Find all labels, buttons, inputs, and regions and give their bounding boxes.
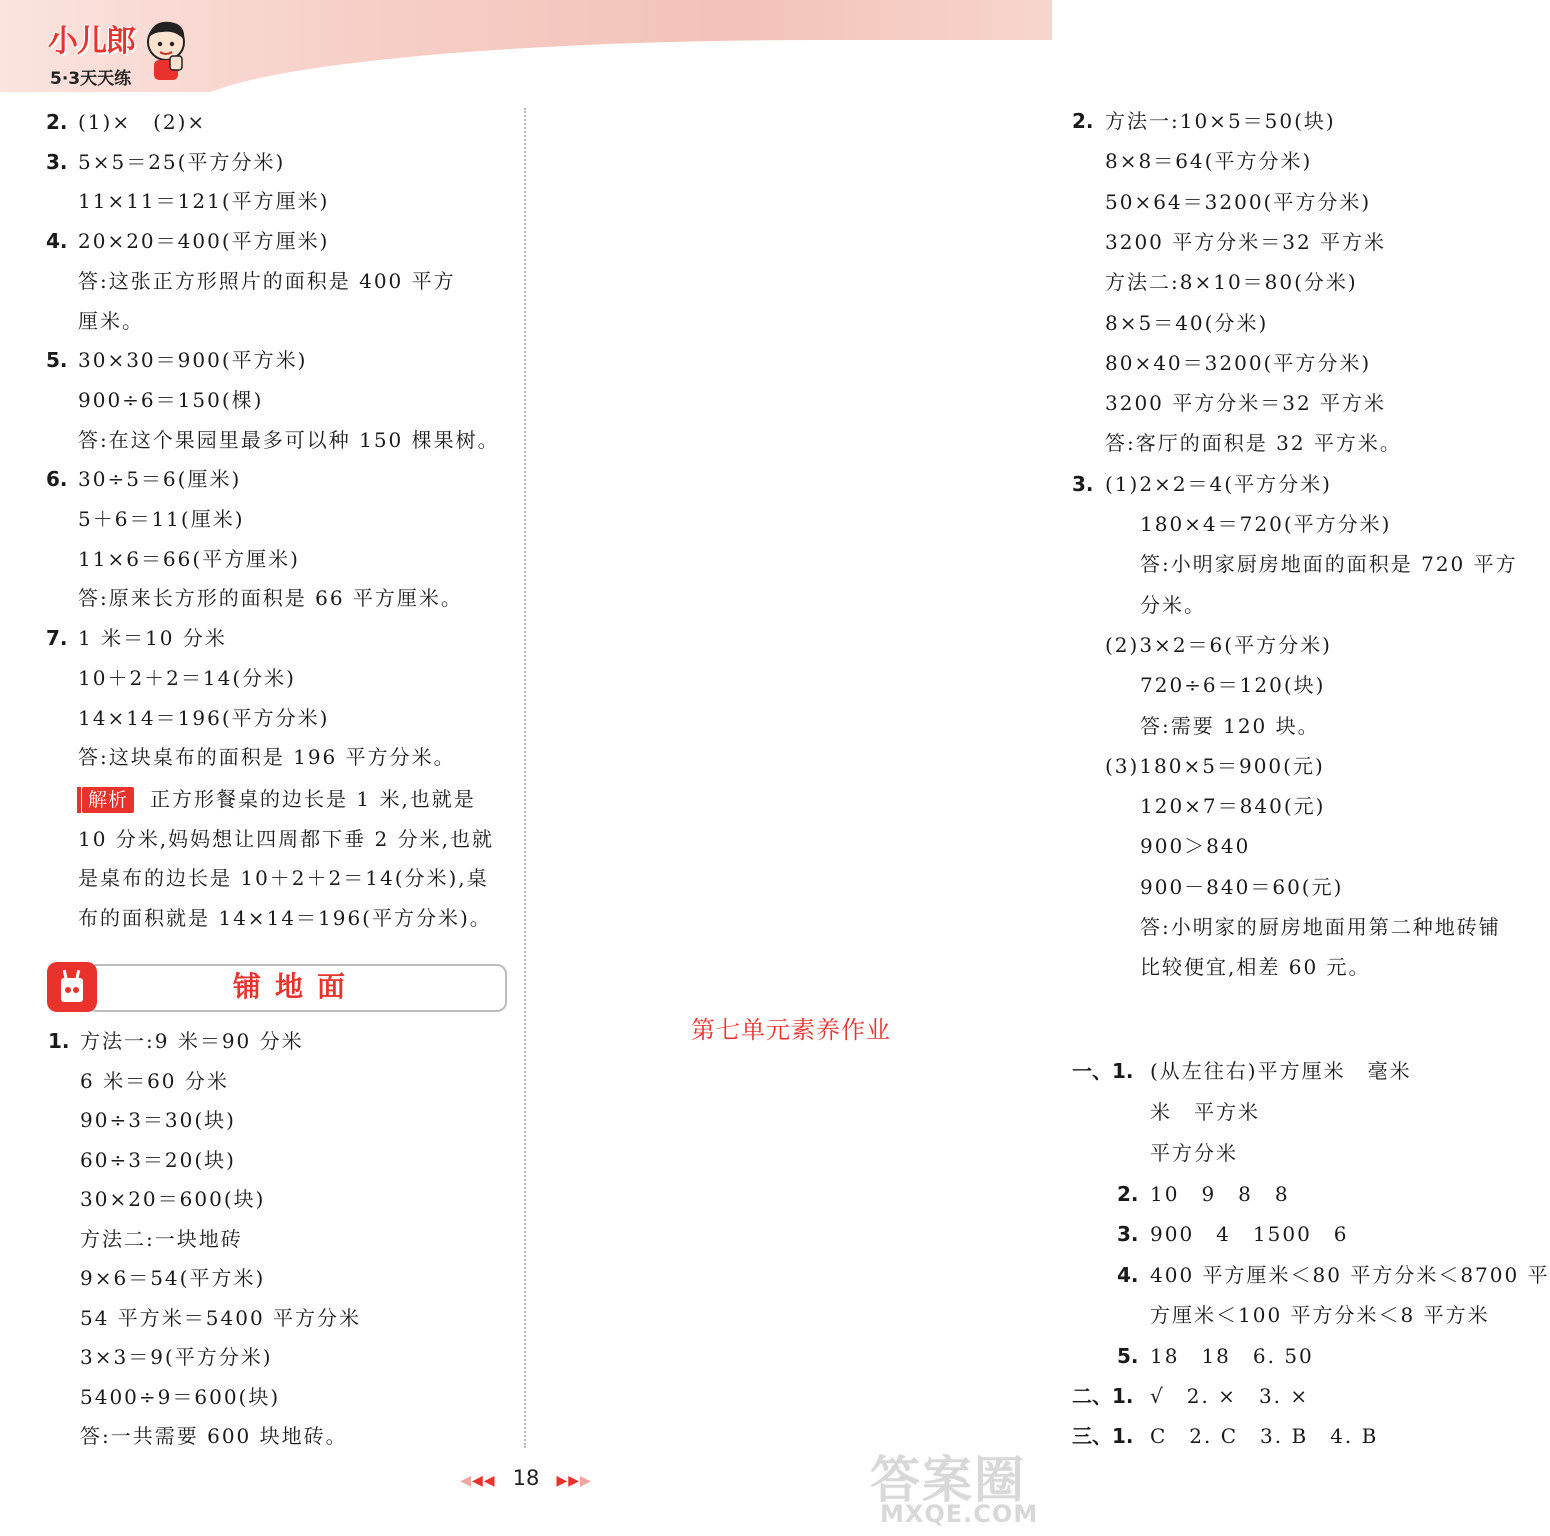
item-number: 一、1. xyxy=(1072,1059,1134,1083)
answer-text: 18 18 6. 50 xyxy=(1150,1344,1314,1368)
answer-text: (1)× (2)× xyxy=(78,110,207,134)
answer-text: 60÷3＝20(块) xyxy=(80,1147,236,1172)
logo-subtitle: 5·3天天练 xyxy=(50,69,132,89)
analysis-text: 正方形餐桌的边长是 1 米,也就是 xyxy=(150,787,476,811)
watermark-text: 答案圈 xyxy=(870,1451,1026,1509)
answer-text: 答:这张正方形照片的面积是 400 平方 xyxy=(78,268,456,293)
answer-text: 3×3＝9(平方分米) xyxy=(80,1345,273,1369)
watermark-url: MXQE.COM xyxy=(880,1500,1039,1528)
answer-text: 平方分米 xyxy=(1150,1141,1238,1165)
answer-text: 答:一共需要 600 块地砖。 xyxy=(80,1424,348,1448)
item-number: 3. xyxy=(1072,471,1094,496)
item-number: 1. xyxy=(48,1029,70,1053)
answer-text: 14×14＝196(平方分米) xyxy=(78,705,330,730)
answer-text: 答:小明家的厨房地面用第二种地砖铺 xyxy=(1140,915,1501,939)
answer-text: 54 平方米＝5400 平方分米 xyxy=(80,1305,362,1330)
answer-text: 答:在这个果园里最多可以种 150 棵果树。 xyxy=(78,427,500,452)
analysis-line xyxy=(78,904,492,932)
answer-text: 答:需要 120 块。 xyxy=(1140,713,1320,738)
answer-text: 答:原来长方形的面积是 66 平方厘米。 xyxy=(78,586,463,611)
analysis-tag: 解析 xyxy=(82,787,134,813)
item-number: 二、1. xyxy=(1072,1384,1134,1408)
answer-text: 8×5＝40(分米) xyxy=(1105,310,1269,335)
answer-text: 3200 平方分米＝32 平方米 xyxy=(1105,391,1387,416)
analysis-text: 10 分米,妈妈想让四周都下垂 2 分米,也就 xyxy=(78,827,494,851)
answer-text: 900－840＝60(元) xyxy=(1140,874,1344,899)
answer-text: 方法二:8×10＝80(分米) xyxy=(1105,270,1358,295)
answer-text: 900÷6＝150(棵) xyxy=(78,387,264,412)
answer-text: 900 4 1500 6 xyxy=(1150,1222,1349,1246)
next-arrows-icon: ▶▶ xyxy=(556,1473,580,1489)
answer-text: 方法二:一块地砖 xyxy=(80,1226,243,1251)
answer-text: 分米。 xyxy=(1140,592,1206,617)
banner-title: 铺地面 xyxy=(232,970,359,1003)
item-number: 7. xyxy=(46,626,68,651)
answer-text: 30×20＝600(块) xyxy=(80,1187,266,1211)
answer-text: 5＋6＝11(厘米) xyxy=(78,507,245,531)
analysis-line xyxy=(78,825,494,853)
answer-text: 8×8＝64(平方分米) xyxy=(1105,149,1313,174)
answer-text: 10＋2＋2＝14(分米) xyxy=(78,665,296,690)
answer-text: 3200 平方分米＝32 平方米 xyxy=(1105,229,1387,254)
answer-text: 答:小明家厨房地面的面积是 720 平方 xyxy=(1140,552,1518,577)
answer-text: 50×64＝3200(平方分米) xyxy=(1105,189,1372,214)
answer-text: (3)180×5＝900(元) xyxy=(1105,753,1325,778)
answer-text: 比较便宜,相差 60 元。 xyxy=(1140,955,1371,980)
answer-text: 方厘米＜100 平方分米＜8 平方米 xyxy=(1150,1303,1490,1327)
answer-text: 1 米＝10 分米 xyxy=(78,626,227,651)
answer-text: 9×6＝54(平方米) xyxy=(80,1266,266,1290)
answer-text: 30÷5＝6(厘米) xyxy=(78,467,242,492)
answer-text: 5×5＝25(平方分米) xyxy=(78,149,286,174)
answer-text: 5400÷9＝600(块) xyxy=(80,1384,281,1409)
analysis-line xyxy=(78,864,489,892)
analysis-line xyxy=(82,785,476,813)
item-number: 6. xyxy=(46,467,68,492)
item-number: 2. xyxy=(1117,1182,1139,1206)
answer-text: 方法一:9 米＝90 分米 xyxy=(80,1029,304,1053)
prev-arrows-icon-2: ◀◀ xyxy=(471,1473,496,1489)
answer-text: 80×40＝3200(平方分米) xyxy=(1105,350,1372,375)
item-number: 2. xyxy=(1072,109,1094,133)
answer-text: 720÷6＝120(块) xyxy=(1140,673,1326,698)
next-arrows-icon-2: ▶ xyxy=(580,1473,592,1489)
answer-text: 答:客厅的面积是 32 平方米。 xyxy=(1105,431,1402,456)
item-number: 3. xyxy=(46,149,68,174)
answer-text: (从左往右)平方厘米 毫米 xyxy=(1150,1059,1412,1083)
logo-title: 小儿郎 xyxy=(48,24,135,59)
answer-text: √ 2. × 3. × xyxy=(1150,1384,1310,1408)
answer-text: 900＞840 xyxy=(1140,834,1251,859)
answer-text: 方法一:10×5＝50(块) xyxy=(1105,109,1336,133)
column-divider xyxy=(524,108,526,1448)
analysis-text: 是桌布的边长是 10＋2＋2＝14(分米),桌 xyxy=(78,866,489,890)
answer-text: (2)3×2＝6(平方分米) xyxy=(1105,632,1332,657)
section-banner xyxy=(47,962,505,1012)
answer-text: 米 平方米 xyxy=(1150,1100,1260,1124)
mascot-icon xyxy=(140,18,192,84)
answer-text: 答:这块桌布的面积是 196 平方分米。 xyxy=(78,745,456,770)
item-number: 三、1. xyxy=(1072,1424,1134,1448)
answer-text: 400 平方厘米＜80 平方分米＜8700 平 xyxy=(1150,1263,1550,1287)
answer-text: 20×20＝400(平方厘米) xyxy=(78,229,330,254)
section-title: 第七单元素养作业 xyxy=(691,1016,891,1044)
analysis-text: 布的面积就是 14×14＝196(平方分米)。 xyxy=(78,906,492,930)
answer-text: (1)2×2＝4(平方分米) xyxy=(1105,471,1332,496)
item-number: 5. xyxy=(46,348,68,373)
answer-text: 11×11＝121(平方厘米) xyxy=(78,189,330,214)
item-number: 4. xyxy=(1117,1263,1139,1287)
prev-arrows-icon: ◀ xyxy=(460,1473,472,1489)
item-number: 4. xyxy=(46,229,68,254)
answer-text: 10 9 8 8 xyxy=(1150,1182,1290,1206)
item-number: 3. xyxy=(1117,1222,1139,1246)
answer-text: 30×30＝900(平方米) xyxy=(78,348,308,373)
item-number: 5. xyxy=(1117,1344,1139,1368)
answer-text: 120×7＝840(元) xyxy=(1140,794,1326,819)
answer-text: 90÷3＝30(块) xyxy=(80,1108,236,1132)
brand-logo xyxy=(30,14,200,89)
answer-text: 6 米＝60 分米 xyxy=(80,1068,229,1093)
answer-text: 11×6＝66(平方厘米) xyxy=(78,546,300,571)
answer-text: 180×4＝720(平方分米) xyxy=(1140,512,1392,536)
page-number: 18 xyxy=(512,1466,540,1490)
item-number: 2. xyxy=(46,110,68,134)
answer-text: 厘米。 xyxy=(78,308,144,333)
watermark-logo xyxy=(840,1440,1040,1530)
answer-text: C 2. C 3. B 4. B xyxy=(1150,1424,1379,1448)
